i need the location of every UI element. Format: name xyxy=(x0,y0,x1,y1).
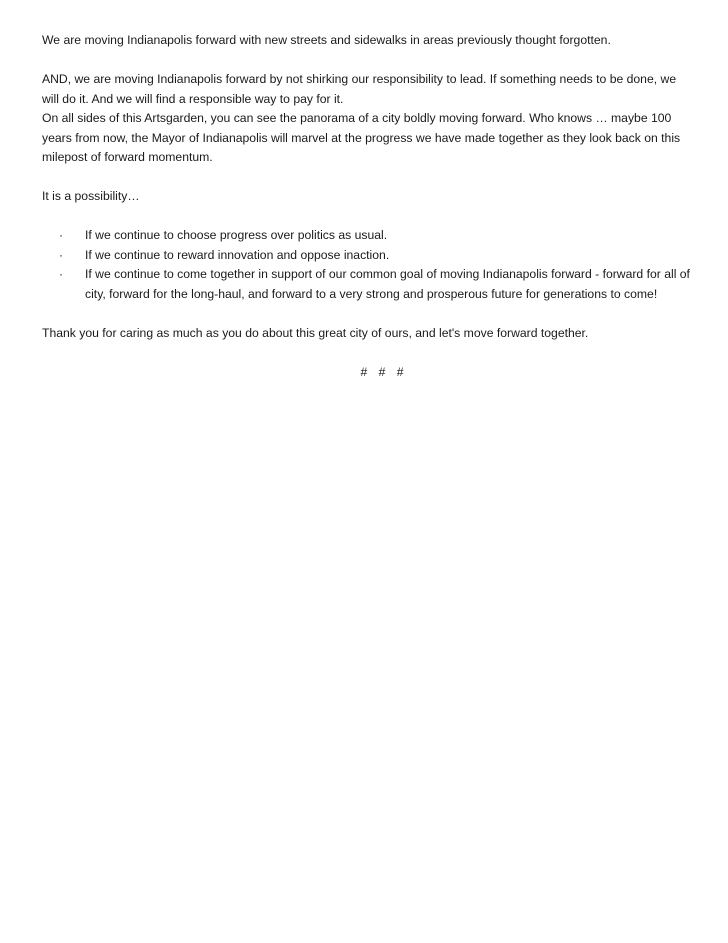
paragraph-gap xyxy=(42,168,690,188)
bullet-text: If we continue to choose progress over politics as usual. xyxy=(85,228,388,242)
paragraph-gap xyxy=(42,304,690,324)
list-item xyxy=(42,246,690,266)
bullet-text: If we continue to come together in support of our common goal of moving Indianapolis forward - forward for all of city, forward for the long-haul, and forward to a very strong and prosperous future for generations to come! xyxy=(85,267,690,301)
bullet-dot-icon: · xyxy=(59,267,64,281)
bullet-dot-icon: · xyxy=(59,247,64,262)
paragraph-possibility: It is a possibility… xyxy=(42,189,140,203)
paragraph-thanks: Thank you for caring as much as you do about this great city of ours, and let's move forward together. xyxy=(42,325,589,340)
list-item xyxy=(42,226,690,246)
bullet-text: If we continue to reward innovation and oppose inaction. xyxy=(85,247,390,262)
paragraph-gap xyxy=(42,51,690,71)
paragraph-artsgarden: On all sides of this Artsgarden, you can see the panorama of a city boldly moving forward. Who knows … maybe 100 years from now, the Mayor of Indianapolis will marvel at the progress we have made together as they look back on this milepost of forward momentum. xyxy=(42,111,681,164)
list-item xyxy=(42,265,690,304)
bullet-list xyxy=(42,226,690,304)
paragraph-gap xyxy=(42,343,690,363)
document-page xyxy=(42,31,690,382)
paragraph-gap xyxy=(42,207,690,227)
end-marks: # # # xyxy=(360,364,408,379)
paragraph-responsibility: AND, we are moving Indianapolis forward by not shirking our responsibility to lead. If something needs to be done, we will do it. And we will find a responsible way to pay for it. xyxy=(42,72,677,106)
bullet-dot-icon: · xyxy=(59,228,64,242)
paragraph-streets: We are moving Indianapolis forward with new streets and sidewalks in areas previously thought forgotten. xyxy=(42,33,611,47)
